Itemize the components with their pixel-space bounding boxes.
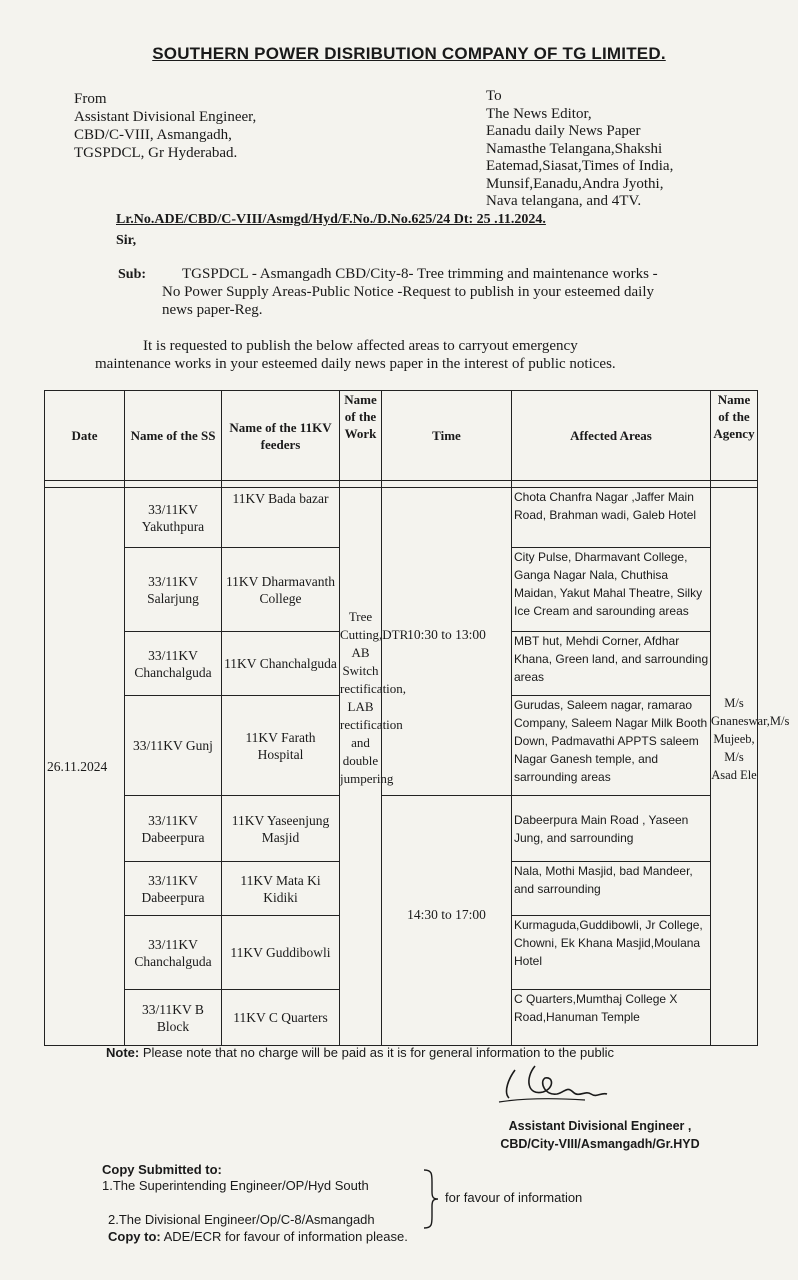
subject-line: news paper-Reg. — [162, 302, 263, 318]
subject-line: TGSPDCL - Asmangadh CBD/City-8- Tree trimming and maintenance works - — [182, 266, 658, 282]
body-paragraph — [95, 337, 775, 373]
header-work: Name of the Work — [340, 391, 382, 481]
note-label: Note: — [106, 1045, 140, 1060]
header-areas: Affected Areas — [512, 391, 711, 481]
table-row — [45, 488, 758, 548]
feeder-cell: 11KV Bada bazar — [222, 488, 340, 548]
work-cell: Tree Cutting,DTR AB Switch rectification, LAB rectification and double jumpering — [340, 488, 382, 1046]
body-line: maintenance works in your esteemed daily news paper in the interest of public notices. — [95, 356, 616, 372]
feeder-cell: 11KV Yaseenjung Masjid — [222, 796, 340, 862]
to-block — [486, 88, 673, 211]
signatory-line: Assistant Divisional Engineer , — [508, 1119, 692, 1133]
to-line: Eatemad,Siasat,Times of India, — [486, 158, 674, 174]
areas-cell: City Pulse, Dharmavant College, Ganga Nagar Nala, Chuthisa Maidan, Yakut Mahal Theatre, Silky Ice Cream and sarounding areas — [512, 548, 711, 632]
agency-cell: M/s Gnaneswar,M/s Mujeeb, M/s Asad Ele — [711, 488, 758, 1046]
header-date: Date — [45, 391, 125, 481]
from-line: CBD/C-VIII, Asmangadh, — [74, 127, 232, 143]
feeder-cell: 11KV Chanchalguda — [222, 632, 340, 696]
areas-cell: Chota Chanfra Nagar ,Jaffer Main Road, Brahman wadi, Galeb Hotel — [512, 488, 711, 548]
areas-cell: Dabeerpura Main Road , Yaseen Jung, and sarrounding — [512, 796, 711, 862]
signature-icon — [495, 1058, 615, 1113]
subject-text — [162, 265, 772, 319]
time-cell-afternoon: 14:30 to 17:00 — [382, 796, 512, 1046]
subject-line: No Power Supply Areas-Public Notice -Request to publish in your esteemed daily — [162, 284, 655, 300]
areas-cell: Gurudas, Saleem nagar, ramarao Company, Saleem Nagar Milk Booth Down, Padmavathi APPTS saleem Nagar Ganesh temple, and sarrounding areas — [512, 696, 711, 796]
to-label: To — [486, 88, 502, 104]
ss-cell: 33/11KV Chanchalguda — [125, 916, 222, 990]
table-row — [45, 796, 758, 862]
from-label: From — [74, 91, 107, 107]
to-line: Nava telangana, and 4TV. — [486, 193, 642, 209]
header-ss: Name of the SS — [125, 391, 222, 481]
note-text: Please note that no charge will be paid as it is for general information to the public — [142, 1045, 615, 1060]
to-line: Namasthe Telangana,Shakshi — [486, 140, 663, 157]
to-line: Munsif,Eanadu,Andra Jyothi, — [486, 175, 664, 192]
copy-heading: Copy Submitted to: — [102, 1162, 222, 1177]
date-cell: 26.11.2024 — [45, 488, 125, 1046]
signatory-line: CBD/City-VIII/Asmangadh/Gr.HYD — [500, 1137, 700, 1151]
header-feeder: Name of the 11KV feeders — [222, 391, 340, 481]
feeder-cell: 11KV Farath Hospital — [222, 696, 340, 796]
signatory-block — [450, 1117, 750, 1153]
ss-cell: 33/11KV Chanchalguda — [125, 632, 222, 696]
from-line: TGSPDCL, Gr Hyderabad. — [74, 145, 238, 161]
body-line: It is requested to publish the below affected areas to carryout emergency — [143, 338, 578, 354]
to-line: The News Editor, — [486, 105, 592, 122]
ss-cell: 33/11KV Salarjung — [125, 548, 222, 632]
reference-number: Lr.No.ADE/CBD/C-VIII/Asmgd/Hyd/F.No./D.No.625/24 Dt: 25 .11.2024. — [116, 212, 546, 227]
copy-item: 2.The Divisional Engineer/Op/C-8/Asmangadh — [108, 1212, 375, 1227]
feeder-cell: 11KV Dharmavanth College — [222, 548, 340, 632]
areas-cell: Kurmaguda,Guddibowli, Jr College, Chowni, Ek Khana Masjid,Moulana Hotel — [512, 916, 711, 990]
affected-areas-table — [44, 390, 790, 1046]
salutation: Sir, — [116, 233, 137, 248]
ss-cell: 33/11KV B Block — [125, 990, 222, 1046]
to-line: Eanadu daily News Paper — [486, 123, 641, 139]
feeder-cell: 11KV Guddibowli — [222, 916, 340, 990]
areas-cell: C Quarters,Mumthaj College X Road,Hanuman Temple — [512, 990, 711, 1046]
feeder-cell: 11KV Mata Ki Kidiki — [222, 862, 340, 916]
copy-item: 1.The Superintending Engineer/OP/Hyd South — [102, 1178, 369, 1193]
ss-cell: 33/11KV Dabeerpura — [125, 862, 222, 916]
table-header-row — [45, 391, 758, 481]
areas-cell: Nala, Mothi Masjid, bad Mandeer, and sarrounding — [512, 862, 711, 916]
feeder-cell: 11KV C Quarters — [222, 990, 340, 1046]
header-time: Time — [382, 391, 512, 481]
subject-label: Sub: — [118, 267, 147, 282]
ss-cell: 33/11KV Gunj — [125, 696, 222, 796]
favour-text: for favour of information — [445, 1190, 583, 1205]
copy-to-line — [108, 1229, 408, 1244]
from-block — [74, 90, 256, 162]
copy-to-text: ADE/ECR for favour of information please. — [163, 1229, 408, 1244]
time-cell-morning: 10:30 to 13:00 — [382, 488, 512, 796]
ss-cell: 33/11KV Yakuthpura — [125, 488, 222, 548]
from-line: Assistant Divisional Engineer, — [74, 109, 257, 125]
brace-icon — [420, 1168, 440, 1230]
areas-cell: MBT hut, Mehdi Corner, Afdhar Khana, Green land, and sarrounding areas — [512, 632, 711, 696]
ss-cell: 33/11KV Dabeerpura — [125, 796, 222, 862]
document-title: SOUTHERN POWER DISRIBUTION COMPANY OF TG LIMITED. — [152, 44, 666, 63]
header-agency: Name of the Agency — [711, 391, 758, 481]
copy-to-label: Copy to: — [108, 1229, 161, 1244]
